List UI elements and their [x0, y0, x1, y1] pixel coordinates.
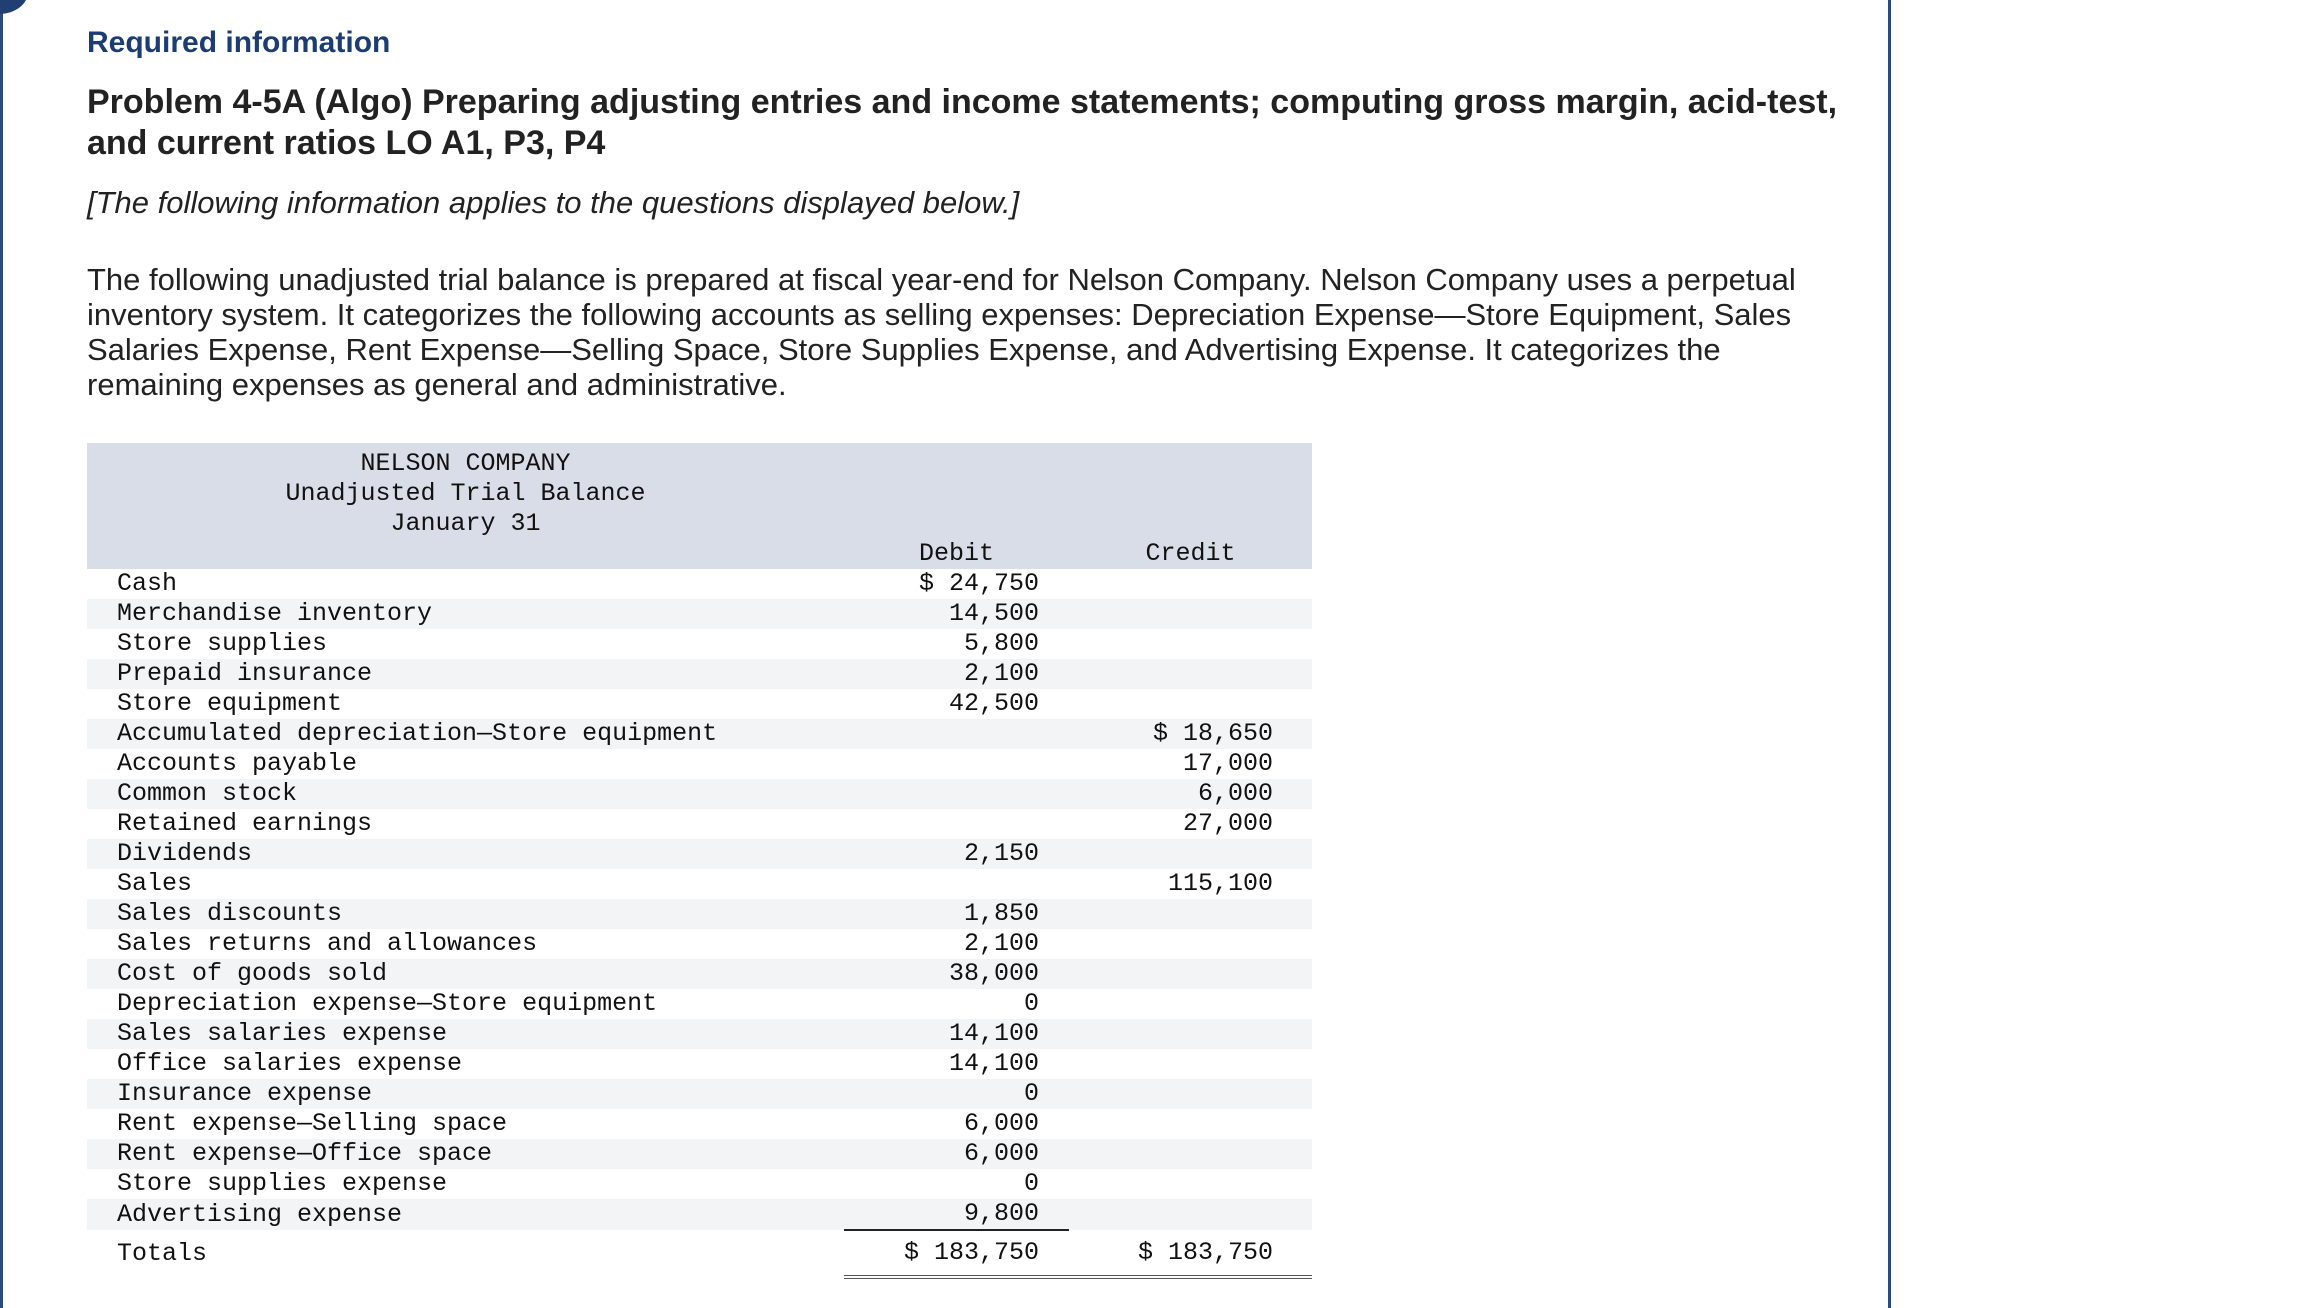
table-row — [87, 599, 1312, 629]
corner-badge — [0, 0, 28, 14]
totals-label: Totals — [87, 1230, 844, 1277]
row-credit — [1069, 569, 1312, 599]
table-row — [87, 749, 1312, 779]
table-row — [87, 569, 1312, 599]
row-debit: 2,100 — [844, 659, 1069, 689]
row-debit — [844, 719, 1069, 749]
row-credit: 115,100 — [1167, 869, 1273, 898]
row-account: Depreciation expense—Store equipment — [117, 989, 658, 1018]
row-credit — [1069, 629, 1312, 659]
row-debit: 42,500 — [948, 689, 1039, 718]
row-credit — [1069, 1049, 1312, 1079]
row-account: Cash — [117, 569, 178, 598]
table-row — [87, 689, 1312, 719]
row-credit — [1069, 689, 1312, 719]
row-credit — [1069, 599, 1312, 629]
company-name: NELSON COMPANY — [87, 443, 844, 479]
table-row — [87, 809, 1312, 839]
statement-title: Unadjusted Trial Balance — [87, 479, 844, 509]
table-row — [87, 929, 1312, 959]
row-debit: 0 — [1023, 989, 1039, 1018]
row-account: Accumulated depreciation—Store equipment — [87, 719, 844, 749]
table-row — [87, 719, 1312, 749]
row-debit — [844, 869, 1069, 899]
row-account: Store supplies — [117, 629, 328, 658]
debit-column-header: Debit — [844, 539, 1069, 569]
row-account: Cost of goods sold — [87, 959, 844, 989]
row-account: Rent expense—Office space — [87, 1139, 844, 1169]
left-border — [0, 0, 3, 1308]
row-account: Sales salaries expense — [87, 1019, 844, 1049]
row-account: Office salaries expense — [117, 1049, 463, 1078]
row-debit: 2,150 — [844, 839, 1069, 869]
table-row — [87, 1019, 1312, 1049]
row-debit — [844, 809, 1069, 839]
row-credit — [1069, 959, 1312, 989]
row-debit — [844, 749, 1069, 779]
row-account: Store equipment — [117, 689, 343, 718]
trial-balance-table — [87, 443, 1312, 1279]
table-row — [87, 959, 1312, 989]
statement-date: January 31 — [87, 509, 844, 539]
table-row — [87, 1199, 1312, 1230]
table-row — [87, 839, 1312, 869]
table-row — [87, 629, 1312, 659]
row-debit: 9,800 — [844, 1199, 1069, 1230]
table-row — [87, 779, 1312, 809]
table-row — [87, 1079, 1312, 1109]
row-credit: 27,000 — [1182, 809, 1273, 838]
row-credit: $ 18,650 — [1069, 719, 1312, 749]
totals-row — [87, 1230, 1312, 1277]
row-credit — [1069, 1019, 1312, 1049]
row-account: Sales — [117, 869, 193, 898]
row-credit — [1069, 839, 1312, 869]
row-credit — [1069, 1109, 1312, 1139]
row-account: Prepaid insurance — [87, 659, 844, 689]
row-account: Rent expense—Selling space — [117, 1109, 508, 1138]
problem-title: Problem 4-5A (Algo) Preparing adjusting entries and income statements; computing gross margin, acid-test, and current ratios LO A1, P3, P4 — [87, 83, 1838, 162]
table-row — [87, 1049, 1312, 1079]
row-debit — [844, 779, 1069, 809]
row-account: Store supplies expense — [117, 1169, 448, 1198]
table-row — [87, 1139, 1312, 1169]
intro-paragraph: The following unadjusted trial balance is prepared at fiscal year-end for Nelson Company. Nelson Company uses a perpetual inventory system. It categorizes the following accounts as selling expenses: Depreciation Expense—Store Equipment, Sales Salaries Expense, Rent Expense—Selling Space, Store Supplies Expense, and Advertising Expense. It categorizes the remaining expenses as general and administrative. — [87, 262, 1796, 402]
row-debit: 14,500 — [844, 599, 1069, 629]
row-debit: 14,100 — [948, 1049, 1039, 1078]
row-debit: 6,000 — [844, 1139, 1069, 1169]
row-debit: 14,100 — [844, 1019, 1069, 1049]
row-credit — [1069, 1199, 1312, 1230]
table-row — [87, 1169, 1312, 1199]
row-account: Accounts payable — [117, 749, 358, 778]
row-debit: 0 — [844, 1079, 1069, 1109]
table-row — [87, 899, 1312, 929]
credit-column-header: Credit — [1069, 539, 1312, 569]
row-account: Common stock — [87, 779, 844, 809]
row-debit: 2,100 — [963, 929, 1039, 958]
row-debit: 0 — [1023, 1169, 1039, 1198]
table-row — [87, 989, 1312, 1019]
row-credit — [1069, 1139, 1312, 1169]
row-account: Dividends — [87, 839, 844, 869]
row-credit: 6,000 — [1069, 779, 1312, 809]
row-account: Sales discounts — [87, 899, 844, 929]
table-row — [87, 869, 1312, 899]
total-credit: $ 183,750 — [1069, 1230, 1312, 1277]
row-credit — [1069, 899, 1312, 929]
table-row — [87, 1109, 1312, 1139]
required-information-heading: Required information — [87, 26, 391, 59]
table-row — [87, 659, 1312, 689]
row-credit — [1069, 929, 1312, 959]
row-credit — [1069, 1169, 1312, 1199]
row-account: Advertising expense — [87, 1199, 844, 1230]
row-account: Sales returns and allowances — [117, 929, 538, 958]
row-credit — [1069, 1079, 1312, 1109]
row-account: Merchandise inventory — [87, 599, 844, 629]
row-credit: 17,000 — [1182, 749, 1273, 778]
row-credit — [1069, 659, 1312, 689]
row-debit: 5,800 — [963, 629, 1039, 658]
row-debit: 6,000 — [963, 1109, 1039, 1138]
total-debit: $ 183,750 — [844, 1230, 1069, 1277]
right-border — [1888, 0, 1891, 1308]
row-debit: 38,000 — [844, 959, 1069, 989]
row-account: Insurance expense — [87, 1079, 844, 1109]
row-account: Retained earnings — [117, 809, 373, 838]
trial-balance-rows — [87, 569, 1312, 1277]
row-debit: $ 24,750 — [918, 569, 1039, 598]
row-debit: 1,850 — [844, 899, 1069, 929]
row-credit — [1069, 989, 1312, 1019]
applies-note: [The following information applies to the questions displayed below.] — [87, 185, 1020, 220]
